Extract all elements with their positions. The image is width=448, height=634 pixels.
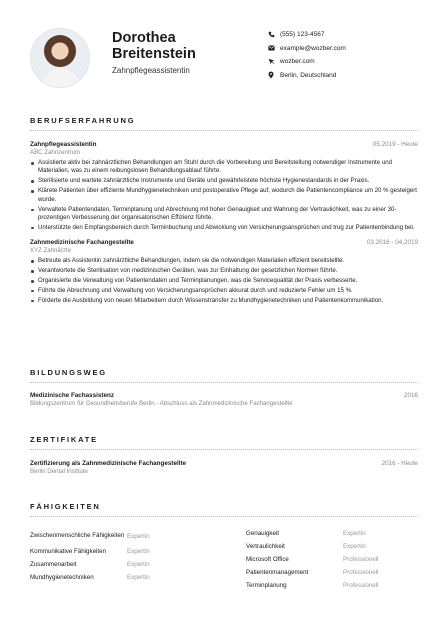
job-title: Zahnpflegeassistentin xyxy=(112,66,190,75)
link-icon xyxy=(268,58,280,65)
experience-section xyxy=(30,116,418,307)
entry-title: Zertifizierung als Zahnmedizinische Fachangestellte xyxy=(30,460,187,467)
contact-phone[interactable]: (555) 123-4567 xyxy=(268,28,438,42)
bullet-item: Führte die Abrechnung und Verwaltung von Versicherungsansprüchen akkurat durch und reduzierte Fehler um 15 %. xyxy=(30,287,418,295)
skill-row xyxy=(246,566,418,579)
skills-section xyxy=(30,502,418,592)
skill-level: Expertin xyxy=(127,532,150,540)
location-icon xyxy=(268,71,280,79)
skill-level: Professionell xyxy=(343,582,379,589)
contact-email[interactable]: example@wozber.com xyxy=(268,42,438,56)
education-section xyxy=(30,368,418,407)
section-divider xyxy=(30,449,418,450)
contact-location: Berlin, Deutschland xyxy=(268,69,438,83)
contact-website[interactable]: wozber.com xyxy=(268,55,438,69)
bullet-item: Verantwortete die Sterilisation von medizinischen Geräten, was zur Einhaltung der gesetzlichen Normen führte. xyxy=(30,267,418,275)
skill-name: Microsoft Office xyxy=(246,555,289,563)
entry-issuer: Berlin Dental Institute xyxy=(30,468,88,475)
section-divider xyxy=(30,130,418,131)
skill-name: Terminplanung xyxy=(246,581,287,589)
skill-level: Expertin xyxy=(343,543,366,550)
skill-level: Professionell xyxy=(343,556,379,563)
section-heading: BERUFSERFAHRUNG xyxy=(30,116,136,125)
bullet-item: Assistierte aktiv bei zahnärztlichen Behandlungen am Stuhl durch die Vorbereitung und Bereitstellung notwendiger Instrumente und Materialien, was zu einem reibungslosen Behandlungsablauf führte. xyxy=(30,159,418,176)
mail-icon xyxy=(268,45,280,51)
experience-entry xyxy=(30,141,418,232)
section-heading: ZERTIFIKATE xyxy=(30,435,98,444)
skill-name: Mundhygienetechniken xyxy=(30,573,94,581)
entry-company: ABC Zahnzentrum xyxy=(30,149,81,156)
certificate-entry xyxy=(30,460,418,475)
skill-row xyxy=(246,579,418,592)
contact-list xyxy=(268,28,438,82)
skill-level: Expertin xyxy=(343,530,366,537)
entry-date: 2016 xyxy=(403,392,418,399)
section-heading: FÄHIGKEITEN xyxy=(30,502,101,511)
experience-entry xyxy=(30,239,418,305)
entry-institution: Bildungszentrum für Gesundheitsberufe Berlin - Abschluss als Zahnmedizinische Fachangestellte xyxy=(30,400,293,407)
phone-icon xyxy=(268,31,280,38)
skill-row xyxy=(246,527,418,540)
entry-title: Zahnpflegeassistentin xyxy=(30,141,97,148)
bullet-item: Sterilisierte und wartete zahnärztliche Instrumente und Geräte und gewährleistete höchste Hygienestandards in der Praxis. xyxy=(30,177,418,185)
skill-name: Patientenmanagement xyxy=(246,568,309,576)
education-entry xyxy=(30,392,418,407)
bullet-item: Verwaltete Patientendaten, Terminplanung und Abrechnung mit hoher Genauigkeit und Wahrung der Vertraulichkeit, was zu einer 30-prozentigen Verbesserung der organisatorischen Effizienz führte. xyxy=(30,206,418,223)
skill-level: Expertin xyxy=(127,561,150,568)
skill-name: Zwischenmenschliche Fähigkeiten xyxy=(30,532,125,539)
skill-level: Expertin xyxy=(127,548,150,555)
bullet-item: Organisierte die Verwaltung von Patientendaten und Terminplanungen, was die Servicequalität der Praxis verbesserte. xyxy=(30,277,418,285)
bullet-item: Klärete Patienten über effiziente Mundhygienetechniken und postoperative Pflege auf, wodurch die Patientencompliance um 20 % gesteigert wurde. xyxy=(30,187,418,204)
section-divider xyxy=(30,382,418,383)
section-divider xyxy=(30,516,418,517)
skill-row xyxy=(246,540,418,553)
bullet-item: Unterstützte den Empfangsbereich durch Terminbuchung und Abwicklung von Versicherungsansprüchen und trug zur Patientenbindung bei. xyxy=(30,224,418,232)
entry-bullets xyxy=(30,159,418,232)
skill-name: Zusammenarbeit xyxy=(30,560,77,568)
skills-column-left xyxy=(30,527,202,592)
entry-title: Medizinische Fachassistenz xyxy=(30,392,114,399)
skill-name: Vertraulichkeit xyxy=(246,542,285,550)
skills-column-right xyxy=(246,527,418,592)
skill-level: Expertin xyxy=(127,574,150,581)
skill-row xyxy=(30,527,202,545)
entry-date: 2016 - Heute xyxy=(381,460,418,467)
skill-row xyxy=(246,553,418,566)
skill-row xyxy=(30,571,202,584)
skill-row xyxy=(30,545,202,558)
skill-level: Professionell xyxy=(343,569,379,576)
profile-photo xyxy=(30,28,90,88)
skill-row xyxy=(30,558,202,571)
skill-name: Kommunikative Fähigkeiten xyxy=(30,547,107,555)
entry-date: 05.2019 - Heute xyxy=(372,141,418,148)
entry-date: 03.2016 - 04.2019 xyxy=(366,239,418,247)
bullet-item: Förderte die Ausbildung von neuen Mitarbeitern durch Wissenstransfer zu Mundhygienetechniken und Patientenkommunikation. xyxy=(30,297,418,305)
skill-name: Genauigkeit xyxy=(246,529,280,537)
entry-title: Zahnmedizinische Fachangestellte xyxy=(30,239,134,247)
person-name: Dorothea Breitenstein xyxy=(112,30,196,62)
entry-bullets xyxy=(30,257,418,305)
entry-company: XYZ Zahnärzte xyxy=(30,247,71,255)
certificates-section xyxy=(30,435,418,475)
section-heading: BILDUNGSWEG xyxy=(30,368,107,377)
bullet-item: Betreute als Assistentin zahnärztliche Behandlungen, indem sie die notwendigen Materialien effizient bereitstellte. xyxy=(30,257,418,265)
resume-header xyxy=(30,28,420,92)
